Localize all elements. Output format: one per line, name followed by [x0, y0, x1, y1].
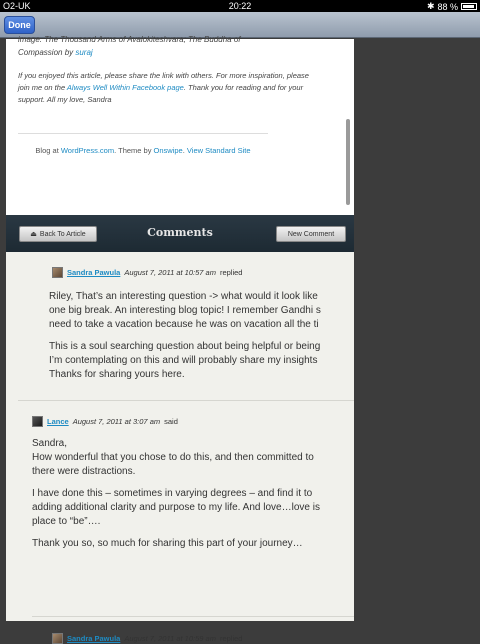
footer-text: Blog at	[35, 146, 61, 155]
comment-separator	[18, 400, 354, 401]
comment-date[interactable]: August 7, 2011 at 3:07 am	[72, 417, 161, 426]
comment-author-link[interactable]: Sandra Pawula	[67, 634, 121, 643]
comment-line: Riley, That’s an interesting question -> what would it look like	[49, 291, 318, 302]
comment-line: This is a soul searching question about being helpful or being	[49, 341, 321, 352]
outro-text: . Thank you for reading and for your support. All my love, Sandra	[18, 83, 304, 104]
avatar	[52, 267, 63, 278]
article-outro	[18, 70, 318, 106]
comment-line: need to take a vacation because he was on vacation all the ti	[49, 319, 319, 330]
carrier-label: O2-UK	[3, 1, 31, 11]
battery-icon	[461, 3, 477, 10]
comment-line: place to “be”….	[32, 516, 101, 527]
comment-line: How wonderful that you chose to do this, and then committed to	[32, 452, 314, 463]
divider	[18, 133, 268, 134]
web-page[interactable]	[6, 35, 354, 643]
scrollbar[interactable]	[346, 119, 350, 205]
comment-body	[49, 290, 321, 390]
comment-meta	[32, 416, 178, 427]
comment-line: Thank you so, so much for sharing this part of your journey…	[32, 538, 303, 549]
article-section	[6, 35, 354, 215]
wordpress-link[interactable]: WordPress.com	[60, 146, 115, 155]
comment-action: said	[164, 417, 178, 426]
battery-percent: 88 %	[437, 1, 458, 12]
comment-line: there were distractions.	[32, 466, 136, 477]
back-to-article-label: Back To Article	[39, 230, 86, 238]
site-footer	[18, 145, 268, 157]
comment-line: one big break. An interesting blog topic! I remember Gandhi s	[49, 305, 321, 316]
onswipe-link[interactable]: Onswipe	[153, 146, 183, 155]
done-button[interactable]: Done	[4, 16, 35, 34]
comment-line: Thanks for sharing yours here.	[49, 369, 185, 380]
bluetooth-icon: ✱	[426, 1, 435, 11]
footer-text: .	[182, 146, 187, 155]
comment-action: replied	[219, 634, 243, 643]
comments-list	[6, 252, 354, 643]
status-bar	[0, 0, 480, 12]
comments-title: Comments	[147, 226, 213, 239]
comment-date[interactable]: August 7, 2011 at 10:59 am	[124, 634, 216, 643]
comment-author-link[interactable]: Lance	[47, 417, 69, 426]
avatar	[32, 416, 43, 427]
comment-line: I’m contemplating on this and will probably share my insights	[49, 355, 318, 366]
comment-date[interactable]: August 7, 2011 at 10:57 am	[124, 268, 216, 277]
suraj-link[interactable]: suraj	[75, 48, 93, 57]
comment-line: I have done this – sometimes in varying degrees – and find it to	[32, 488, 313, 499]
avatar	[52, 633, 63, 644]
comment-action: replied	[219, 268, 243, 277]
facebook-page-link[interactable]: Always Well Within Facebook page	[66, 83, 184, 92]
comment-separator	[32, 616, 354, 617]
comment-meta	[52, 633, 242, 644]
comment-meta	[52, 267, 242, 278]
article-text-line	[18, 48, 93, 57]
comment-line: Sandra,	[32, 438, 68, 449]
new-comment-button[interactable]: New Comment	[276, 226, 346, 242]
footer-text: . Theme by	[114, 146, 154, 155]
background-panel	[360, 39, 480, 640]
comment-author-link[interactable]: Sandra Pawula	[67, 268, 121, 277]
comments-header	[6, 215, 354, 252]
article-text: Compassion by	[18, 48, 76, 57]
clock: 20:22	[228, 1, 252, 11]
battery-indicator	[427, 1, 477, 12]
comment-line: adding additional clarity and purpose to my life. And love…love is	[32, 502, 320, 513]
comment-body	[32, 437, 320, 559]
view-standard-site-link[interactable]: View Standard Site	[186, 146, 251, 155]
outro-text: If you enjoyed this article, please share the link with others. For more inspiration, please join me on the	[18, 71, 309, 92]
up-arrow-icon: ⏏	[30, 231, 37, 238]
article-text-line: image. The Thousand Arms of Avalokiteshvara; The Buddha of	[18, 35, 241, 44]
